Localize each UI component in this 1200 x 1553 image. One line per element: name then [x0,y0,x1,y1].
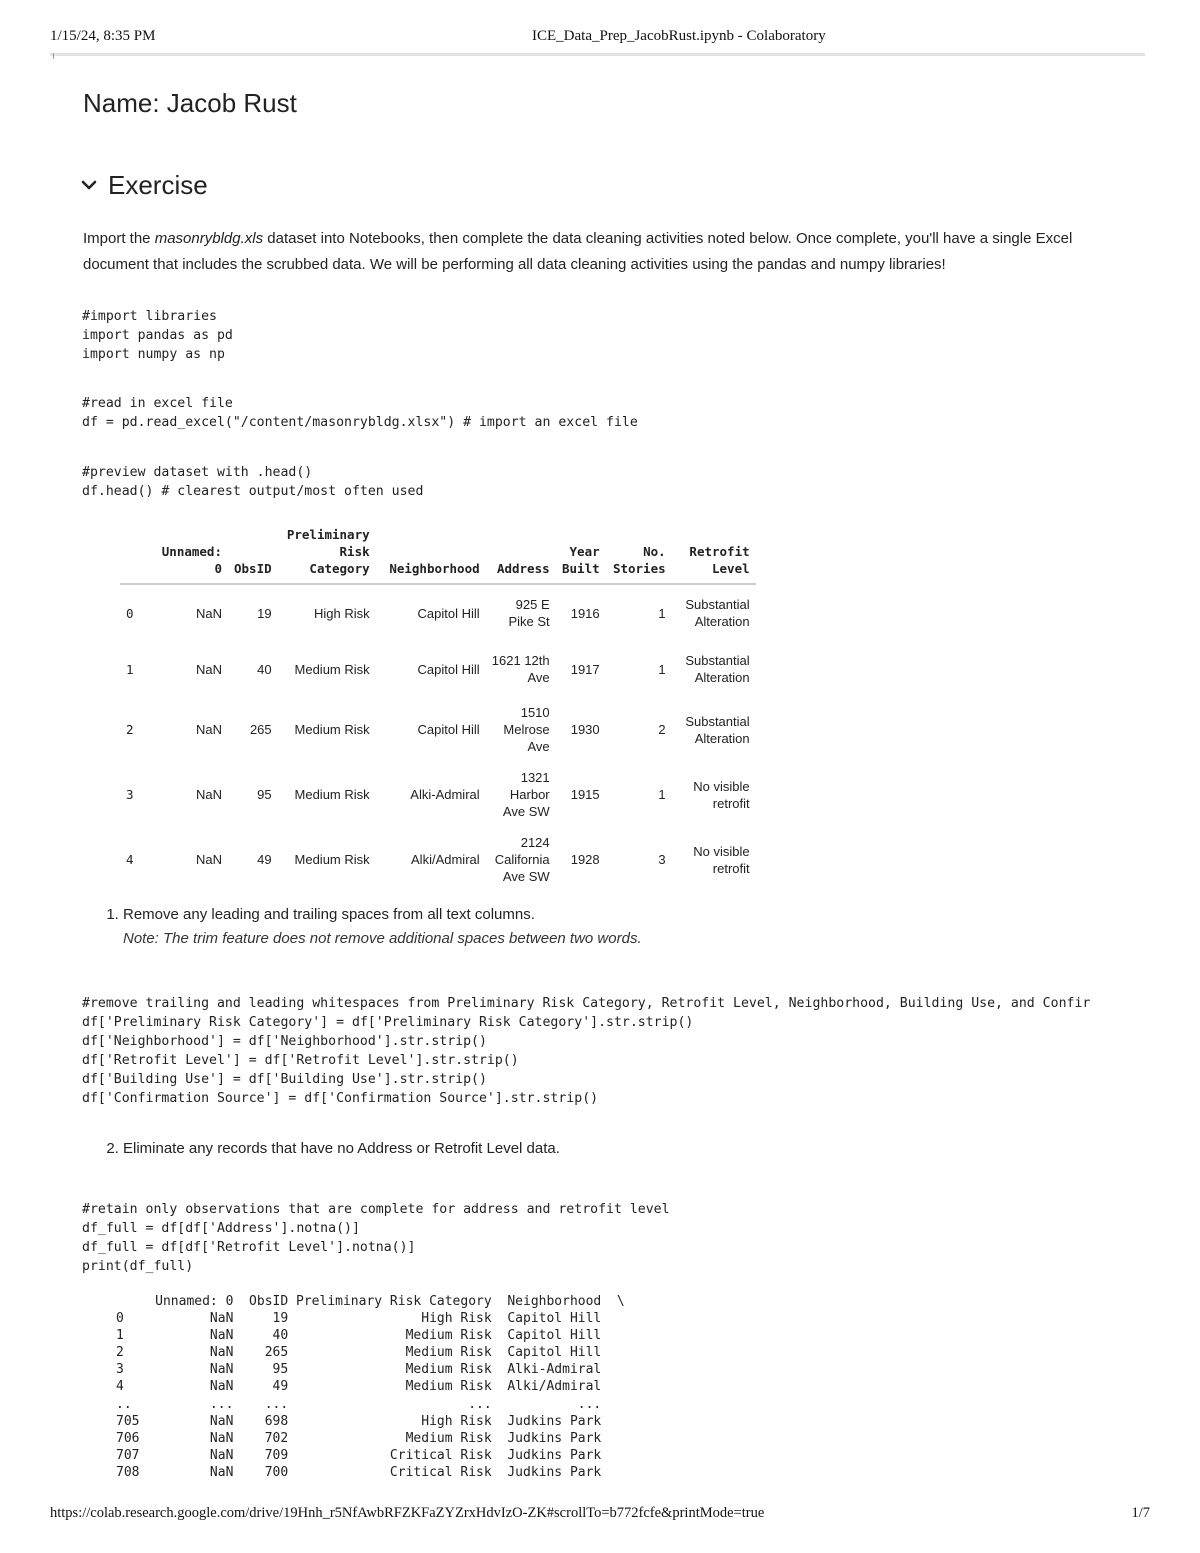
cell-stories: 1 [658,661,666,677]
cell-year: 1930 [570,722,600,737]
print-title: ICE_Data_Prep_JacobRust.ipynb - Colaboratory [532,28,826,44]
step-1 [123,903,642,951]
cell-stories: 3 [658,852,666,867]
cell-risk: High Risk [314,605,370,621]
exercise-section-heading[interactable] [78,170,208,201]
step-2-text: Eliminate any records that have no Address or Retrofit Level data. [123,1140,560,1157]
header-tick-mark [53,53,54,59]
cell-risk: Medium Risk [294,722,370,737]
print-footer [50,1505,1150,1527]
cell-unnamed: NaN [195,661,222,677]
name-heading: Name: Jacob Rust [83,88,297,118]
cell-year: 1916 [570,605,600,621]
table-row [120,762,756,827]
cell-neighborhood: Alki-Admiral [410,787,480,802]
row-index: 3 [126,787,134,802]
dataset-name: masonrybldg.xls [154,230,264,247]
cell-risk: Medium Risk [294,852,370,867]
step-1-note: Note: The trim feature does not remove additional spaces between two words. [123,930,642,947]
cell-unnamed: NaN [195,605,222,621]
table-row [120,641,756,697]
cell-address: 1321 Harbor Ave SW [502,770,550,819]
cell-retrofit: Substantial Alteration [685,713,750,746]
step-list-2 [83,1137,560,1161]
cell-retrofit: Substantial Alteration [685,597,750,629]
code-cell-read-excel[interactable]: #read in excel file df = pd.read_excel("/content/masonrybldg.xlsx") # import an excel file [82,396,638,430]
table-row [120,697,756,762]
index-header [120,526,150,584]
cell-retrofit: Substantial Alteration [685,653,750,685]
cell-unnamed: NaN [195,722,222,737]
cell-neighborhood: Capitol Hill [417,661,480,677]
cell-stories: 2 [658,722,666,737]
page-url[interactable]: https://colab.research.google.com/drive/19Hnh_r5NfAwbRFZKFaZYZrxHdvIzO-ZK#scrollTo=b772fcfe&printMode=true [50,1505,765,1521]
cell-address: 925 E Pike St [508,597,550,629]
code-cell-imports[interactable]: #import libraries import pandas as pd import numpy as np [82,309,233,362]
intro-text-start: Import the [83,230,155,247]
row-index: 2 [126,722,134,737]
column-header: No. Stories [606,526,672,584]
header-divider [50,53,1145,56]
page-number: 1/7 [1131,1505,1150,1521]
table-header-row [120,526,756,584]
print-header [50,28,1145,50]
row-index: 0 [126,605,134,621]
row-index: 1 [126,661,134,677]
intro-text-end: dataset into Notebooks, then complete the data cleaning activities noted below. Once complete, you'll have a single Excel document that includes the scrubbed data. We will be performing all data cleaning activities using the pandas and numpy libraries! [83,230,1073,273]
cell-neighborhood: Alki/Admiral [411,852,480,867]
step-2 [123,1137,560,1161]
cell-obsid: 40 [257,661,272,677]
column-header: Retrofit Level [672,526,756,584]
cell-obsid: 49 [257,852,272,867]
print-output: Unnamed: 0 ObsID Preliminary Risk Category Neighborhood \ 0 NaN 19 High Risk Capitol Hill 1 NaN 40 Medium Risk Capitol Hill 2 NaN 265 Medium Risk Capitol Hill 3 NaN 95 Medium Risk Alki-Admiral 4 NaN 49 Medium Risk Alki/Admiral .. ... ... ... ... 705 NaN 698 High Risk Judkins Park 706 NaN 702 Medium Risk Judkins Park 707 NaN 709 Critical Risk Judkins Park 708 NaN 700 Critical Risk Judkins Park [116,1294,625,1480]
cell-neighborhood: Capitol Hill [417,605,480,621]
cell-obsid: 265 [249,722,272,737]
cell-stories: 1 [658,787,666,802]
cell-year: 1915 [570,787,600,802]
cell-risk: Medium Risk [294,661,370,677]
column-header: Preliminary Risk Category [278,526,376,584]
code-cell-strip[interactable]: #remove trailing and leading whitespaces from Preliminary Risk Category, Retrofit Level, Neighborhood, Building Use, and Confir df['Preliminary Risk Category'] = df['Preliminary Risk Category'].str.strip() df['Neighborhood'] = df['Neighborhood'].str.strip() df['Retrofit Level'] = df['Retrofit Level'].str.strip() df['Building Use'] = df['Building Use'].str.strip() df['Confirmation Source'] = df['Confirmation Source'].str.strip() [82,996,1091,1106]
cell-address: 1621 12th Ave [491,653,550,685]
code-cell-head[interactable]: #preview dataset with .head() df.head() # clearest output/most often used [82,465,424,499]
print-date: 1/15/24, 8:35 PM [50,28,156,44]
cell-neighborhood: Capitol Hill [417,722,480,737]
column-header: Address [486,526,556,584]
cell-address: 1510 Melrose Ave [503,705,550,754]
table-row [120,827,756,892]
intro-paragraph [83,226,1093,278]
column-header: Unnamed: 0 [150,526,228,584]
column-header: ObsID [228,526,278,584]
cell-obsid: 19 [257,605,272,621]
head-output-table [120,526,756,892]
chevron-down-icon[interactable] [78,172,100,194]
row-index: 4 [126,852,134,867]
cell-unnamed: NaN [195,852,222,867]
cell-retrofit: No visible retrofit [693,778,750,811]
cell-year: 1928 [570,852,600,867]
cell-address: 2124 California Ave SW [494,835,550,884]
column-header: Neighborhood [376,526,486,584]
step-list-1 [83,903,642,951]
step-1-text: Remove any leading and trailing spaces from all text columns. [123,906,535,923]
code-cell-filter[interactable]: #retain only observations that are complete for address and retrofit level df_full = df[df['Address'].notna()] df_full = df[df['Retrofit Level'].notna()] print(df_full) [82,1202,670,1274]
cell-retrofit: No visible retrofit [693,843,750,876]
cell-risk: Medium Risk [294,787,370,802]
table-row [120,584,756,641]
cell-unnamed: NaN [195,787,222,802]
column-header: Year Built [556,526,606,584]
cell-obsid: 95 [257,787,272,802]
cell-stories: 1 [658,605,666,621]
cell-year: 1917 [570,661,600,677]
exercise-heading-text: Exercise [108,170,208,200]
